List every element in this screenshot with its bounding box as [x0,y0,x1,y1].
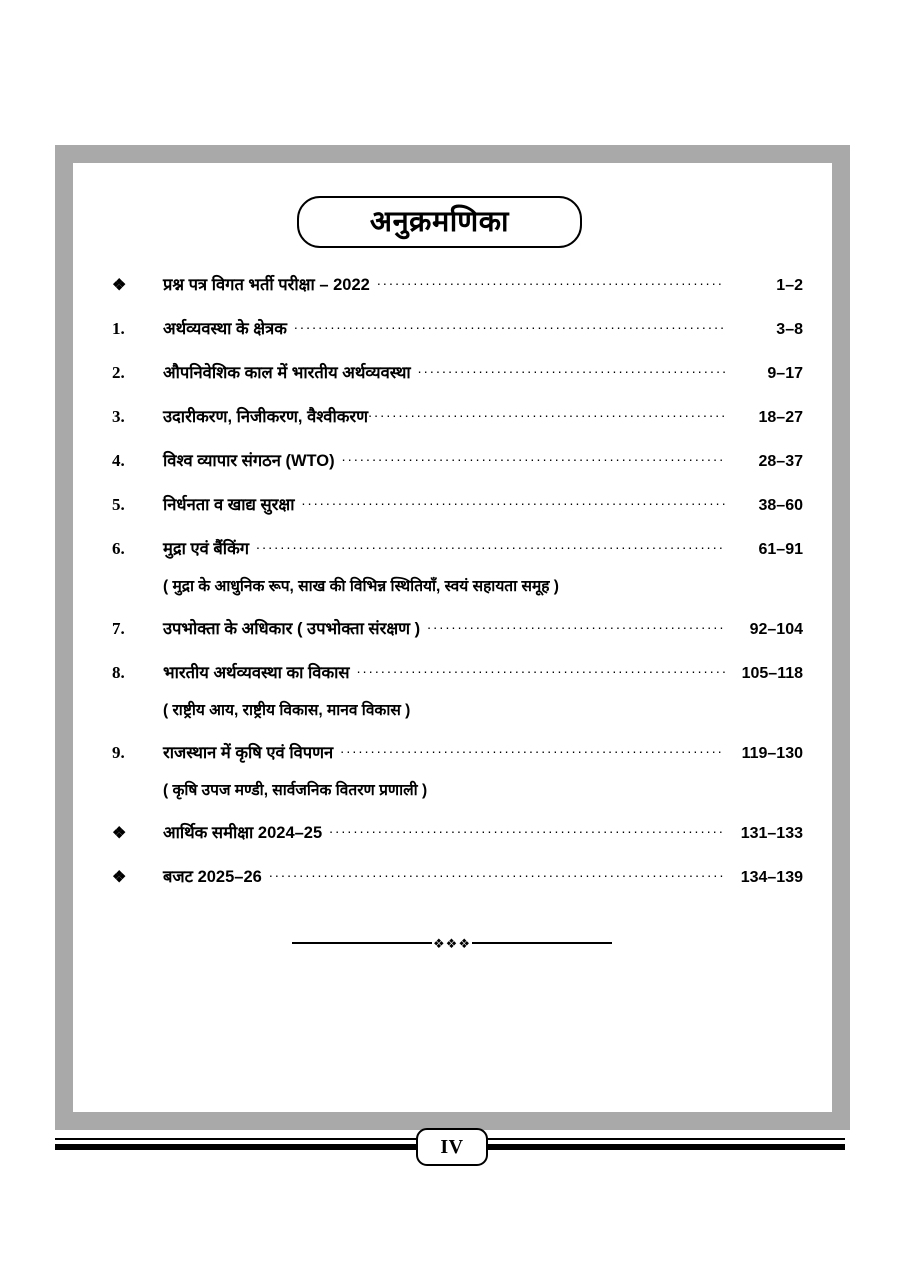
toc-entry-title: प्रश्न पत्र विगत भर्ती परीक्षा – 2022 [163,276,370,294]
toc-entry[interactable] [108,316,803,339]
toc-entry-title: आर्थिक समीक्षा 2024–25 [163,824,323,842]
toc-dot-leader [340,742,725,758]
toc-entry-pages: 18–27 [758,409,803,426]
diamond-ornament-icon: ❖❖❖ [433,936,471,952]
toc-entry-title: उदारीकरण, निजीकरण, वैश्वीकरण [163,408,369,426]
toc-entry-pages: 119–130 [741,745,803,762]
toc-dot-leader [368,406,725,422]
toc-entry-subtitle: ( कृषि उपज मण्डी, सार्वजनिक वितरण प्रणाली ) [163,782,428,799]
toc-entry-pages: 92–104 [749,621,803,638]
toc-entry-number: 2. [112,363,125,382]
section-end-ornament [292,930,612,956]
toc-entry[interactable] [108,660,803,683]
ornament-line-right [472,942,612,945]
toc-entry-number: 5. [112,495,125,514]
toc-entry-title: निर्धनता व खाद्य सुरक्षा [163,496,295,514]
toc-entry[interactable] [108,404,803,427]
ornament-line-left [292,942,432,945]
toc-entry[interactable] [108,448,803,471]
toc-subtitle-indent [108,574,163,596]
toc-entry-title: भारतीय अर्थव्यवस्था का विकास [163,664,350,682]
toc-dot-leader [418,362,725,378]
toc-entry-pages: 61–91 [758,541,803,558]
toc-entry[interactable] [108,492,803,515]
toc-entry-title: विश्व व्यापार संगठन (WTO) [163,452,335,470]
toc-entry-number: 1. [112,319,125,338]
diamond-bullet-icon: ❖ [112,869,127,886]
toc-subtitle-indent [108,778,163,800]
toc-entry[interactable] [108,820,803,843]
toc-entry-number: 7. [112,619,125,638]
toc-entry-title: अर्थव्यवस्था के क्षेत्रक [163,320,287,338]
toc-entry-number: 6. [112,539,125,558]
page-title-box [297,196,582,248]
toc-entry-number: 9. [112,743,125,762]
toc-dot-leader [342,450,725,466]
page-title: अनुक्रमणिका [369,205,510,238]
toc-entry-pages: 134–139 [740,869,803,886]
toc-entry[interactable] [108,536,803,559]
toc-entry-pages: 3–8 [776,321,803,338]
toc-entry-pages: 105–118 [741,665,803,682]
toc-dot-leader [377,274,725,290]
toc-entry-subtitle-row [108,778,803,800]
toc-entry-subtitle: ( मुद्रा के आधुनिक रूप, साख की विभिन्न स्थितियाँ, स्वयं सहायता समूह ) [163,578,559,595]
toc-entry[interactable] [108,740,803,763]
toc-entry-subtitle-row [108,574,803,596]
toc-entry-subtitle: ( राष्ट्रीय आय, राष्ट्रीय विकास, मानव विकास ) [163,702,411,719]
page-number-badge: IV [416,1128,488,1166]
toc-entry-pages: 1–2 [776,277,803,294]
toc-entry-subtitle-row [108,698,803,720]
toc-entry[interactable] [108,864,803,887]
toc-entry-number: 8. [112,663,125,682]
toc-dot-leader [269,866,725,882]
toc-entry-pages: 28–37 [758,453,803,470]
toc-entry[interactable] [108,360,803,383]
toc-dot-leader [329,822,725,838]
diamond-bullet-icon: ❖ [112,277,127,294]
diamond-bullet-icon: ❖ [112,825,127,842]
toc-dot-leader [357,662,725,678]
toc-entry-title: उपभोक्ता के अधिकार ( उपभोक्ता संरक्षण ) [163,620,421,638]
toc-dot-leader [256,538,725,554]
toc-subtitle-indent [108,698,163,720]
table-of-contents [108,272,803,908]
toc-entry-title: औपनिवेशिक काल में भारतीय अर्थव्यवस्था [163,364,411,382]
toc-entry[interactable] [108,616,803,639]
toc-entry-number: 4. [112,451,125,470]
toc-entry-title: बजट 2025–26 [163,868,262,886]
toc-entry[interactable] [108,272,803,295]
toc-dot-leader [294,318,725,334]
toc-entry-pages: 9–17 [767,365,803,382]
toc-entry-pages: 38–60 [758,497,803,514]
toc-dot-leader [427,618,725,634]
toc-entry-number: 3. [112,407,125,426]
toc-dot-leader [302,494,725,510]
toc-entry-pages: 131–133 [740,825,803,842]
toc-entry-title: मुद्रा एवं बैंकिंग [163,540,250,558]
toc-entry-title: राजस्थान में कृषि एवं विपणन [163,744,334,762]
